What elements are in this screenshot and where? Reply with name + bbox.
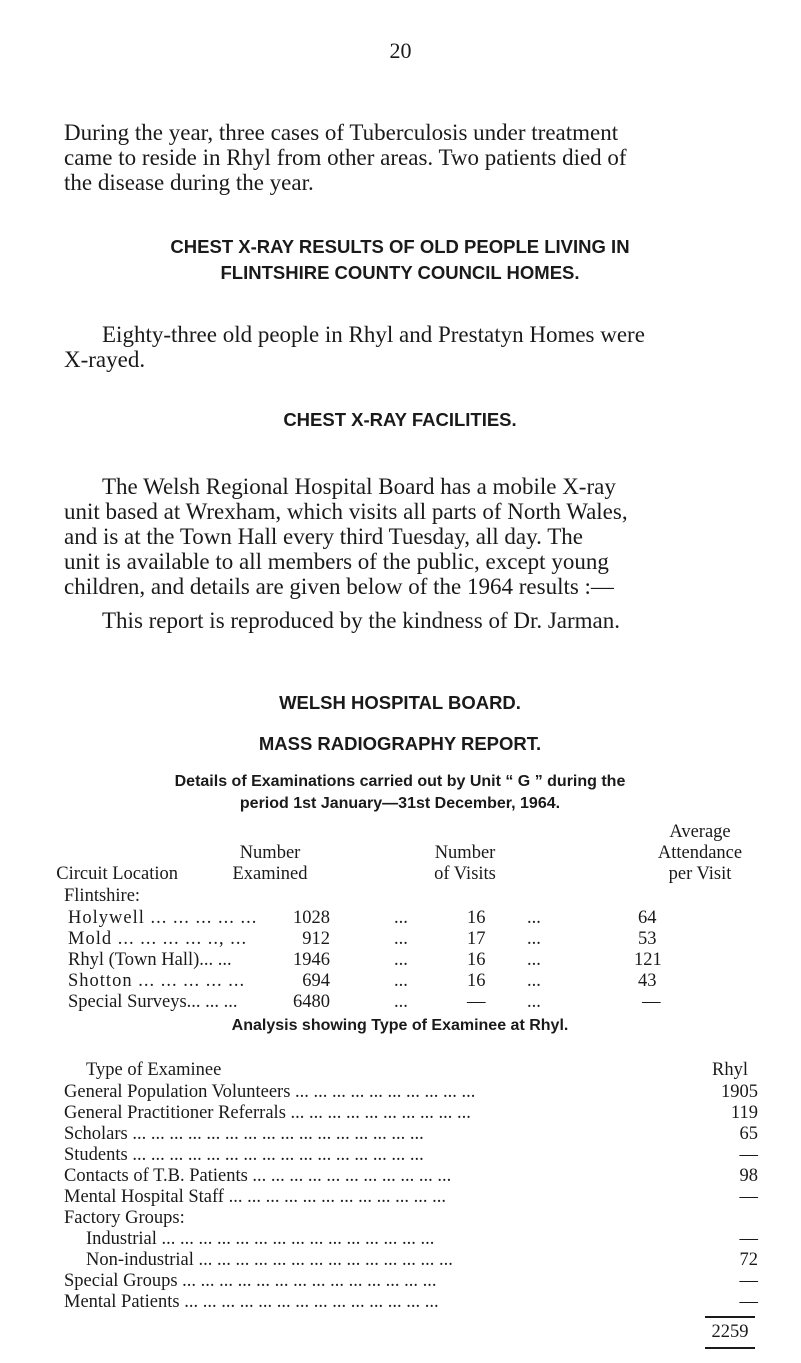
average-cell: —: [642, 992, 661, 1012]
intro-line: came to reside in Rhyl from other areas. Two patients died of: [64, 145, 627, 170]
examinee-type: Contacts of T.B. Patients ... ... ... ... ... ... ... ... ... ... ...: [64, 1166, 452, 1186]
avg-header-line3: per Visit: [668, 864, 732, 884]
separator: ...: [527, 992, 541, 1012]
facilities-paragraph: [64, 474, 740, 599]
examinee-type: Scholars ... ... ... ... ... ... ... ... ... ... ... ... ... ... ... ...: [64, 1124, 424, 1144]
body-line: X-rayed.: [64, 347, 146, 372]
details-line: Details of Examinations carried out by Unit “ G ” during the: [174, 773, 626, 790]
separator: ...: [527, 908, 541, 928]
separator: ...: [527, 971, 541, 991]
rhyl-count: —: [739, 1187, 758, 1207]
analysis-row: [64, 1082, 764, 1103]
intro-paragraph: [64, 120, 740, 195]
table-row: [64, 950, 764, 971]
table-row: [64, 929, 764, 950]
rhyl-count: —: [739, 1145, 758, 1165]
location-cell: Special Surveys... ... ...: [68, 992, 238, 1012]
separator: ...: [394, 971, 408, 991]
examinee-type: Industrial ... ... ... ... ... ... ... ... ... ... ... ... ... ... ...: [86, 1229, 435, 1249]
body-line: unit based at Wrexham, which visits all parts of North Wales,: [64, 499, 628, 524]
examinee-type: General Practitioner Referrals ... ... ... ... ... ... ... ... ... ...: [64, 1103, 471, 1123]
rhyl-count: —: [739, 1229, 758, 1249]
analysis-title: Analysis showing Type of Examinee at Rhyl.: [231, 1017, 569, 1034]
examined-cell: 912: [302, 929, 330, 949]
credit-line: This report is reproduced by the kindness of Dr. Jarman.: [102, 608, 621, 633]
average-cell: 121: [634, 950, 662, 970]
intro-line: During the year, three cases of Tuberculosis under treatment: [64, 120, 619, 145]
examined-cell: 694: [302, 971, 330, 991]
intro-line: the disease during the year.: [64, 170, 314, 195]
rhyl-count: 72: [739, 1250, 758, 1270]
separator: ...: [394, 929, 408, 949]
body-line: children, and details are given below of the 1964 results :—: [64, 574, 614, 599]
location-cell: Mold ... ... ... ... .., ...: [68, 929, 248, 949]
examined-cell: 1028: [293, 908, 330, 928]
report-details: [60, 771, 740, 815]
analysis-row: [64, 1292, 764, 1313]
body-line: Eighty-three old people in Rhyl and Prestatyn Homes were: [102, 322, 645, 347]
avg-header-line2: Attendance: [657, 843, 743, 863]
analysis-row: [64, 1250, 764, 1271]
type-of-examinee-header: Type of Examinee: [86, 1060, 222, 1080]
report-title-mass-radiography: MASS RADIOGRAPHY REPORT.: [258, 733, 542, 754]
section-heading-old-people: [60, 234, 740, 286]
group-label-flintshire: Flintshire:: [64, 886, 141, 906]
visits-cell: 17: [467, 929, 486, 949]
table-row: [64, 971, 764, 992]
total-rule-bottom: [705, 1347, 755, 1349]
location-cell: Holywell ... ... ... ... ...: [68, 908, 258, 928]
analysis-row: [64, 1208, 764, 1229]
examinee-type: General Population Volunteers ... ... ... ... ... ... ... ... ... ...: [64, 1082, 476, 1102]
visits-cell: 16: [467, 971, 486, 991]
analysis-row: [64, 1145, 764, 1166]
examinee-type: Non-industrial ... ... ... ... ... ... ... ... ... ... ... ... ... ...: [86, 1250, 453, 1270]
page-number: 20: [389, 38, 412, 63]
number-visits-header-line2: of Visits: [434, 864, 496, 884]
examinee-type: Mental Patients ... ... ... ... ... ... ... ... ... ... ... ... ... ...: [64, 1292, 439, 1312]
section-heading-facilities: CHEST X-RAY FACILITIES.: [283, 409, 517, 430]
total-rule-top: [705, 1316, 755, 1318]
analysis-row: [64, 1271, 764, 1292]
examinee-type: Students ... ... ... ... ... ... ... ... ... ... ... ... ... ... ... ...: [64, 1145, 424, 1165]
separator: ...: [394, 950, 408, 970]
average-cell: 53: [638, 929, 657, 949]
analysis-row: [64, 1103, 764, 1124]
rhyl-count: 65: [739, 1124, 758, 1144]
separator: ...: [394, 908, 408, 928]
avg-header-line1: Average: [669, 822, 731, 842]
number-examined-header-line2: Examined: [232, 864, 308, 884]
rhyl-count: 98: [739, 1166, 758, 1186]
details-line: period 1st January—31st December, 1964.: [239, 795, 561, 812]
location-cell: Rhyl (Town Hall)... ...: [68, 950, 232, 970]
examinee-type: Mental Hospital Staff ... ... ... ... ... ... ... ... ... ... ... ...: [64, 1187, 446, 1207]
separator: ...: [394, 992, 408, 1012]
heading-line: FLINTSHIRE COUNTY COUNCIL HOMES.: [220, 262, 580, 283]
rhyl-header: Rhyl: [712, 1060, 748, 1080]
old-people-paragraph: [64, 322, 740, 372]
analysis-row: [64, 1187, 764, 1208]
heading-line: CHEST X-RAY RESULTS OF OLD PEOPLE LIVING IN: [170, 236, 630, 257]
analysis-total: 2259: [711, 1322, 749, 1342]
examined-cell: 1946: [293, 950, 330, 970]
table-row: [64, 992, 764, 1013]
report-title-board: WELSH HOSPITAL BOARD.: [279, 692, 521, 713]
average-cell: 43: [638, 971, 657, 991]
rhyl-count: —: [739, 1292, 758, 1312]
rhyl-count: —: [739, 1271, 758, 1291]
examined-cell: 6480: [293, 992, 330, 1012]
body-line: The Welsh Regional Hospital Board has a mobile X-ray: [102, 474, 616, 499]
circuit-location-header: Circuit Location: [56, 864, 178, 884]
examinee-type: Special Groups ... ... ... ... ... ... ... ... ... ... ... ... ... ...: [64, 1271, 437, 1291]
visits-cell: 16: [467, 908, 486, 928]
body-line: and is at the Town Hall every third Tuesday, all day. The: [64, 524, 583, 549]
analysis-row: [64, 1229, 764, 1250]
location-cell: Shotton ... ... ... ... ...: [68, 971, 246, 991]
examinee-type: Factory Groups:: [64, 1208, 185, 1228]
number-visits-header-line1: Number: [434, 843, 496, 863]
analysis-row: [64, 1166, 764, 1187]
separator: ...: [527, 950, 541, 970]
average-cell: 64: [638, 908, 657, 928]
visits-cell: —: [467, 992, 486, 1012]
analysis-table: [64, 1082, 764, 1313]
analysis-row: [64, 1124, 764, 1145]
rhyl-count: 1905: [721, 1082, 758, 1102]
rhyl-count: 119: [730, 1103, 758, 1123]
table-row: [64, 908, 764, 929]
number-examined-header-line1: Number: [239, 843, 301, 863]
separator: ...: [527, 929, 541, 949]
visits-cell: 16: [467, 950, 486, 970]
body-line: unit is available to all members of the public, except young: [64, 549, 609, 574]
exam-table: [64, 908, 764, 1013]
